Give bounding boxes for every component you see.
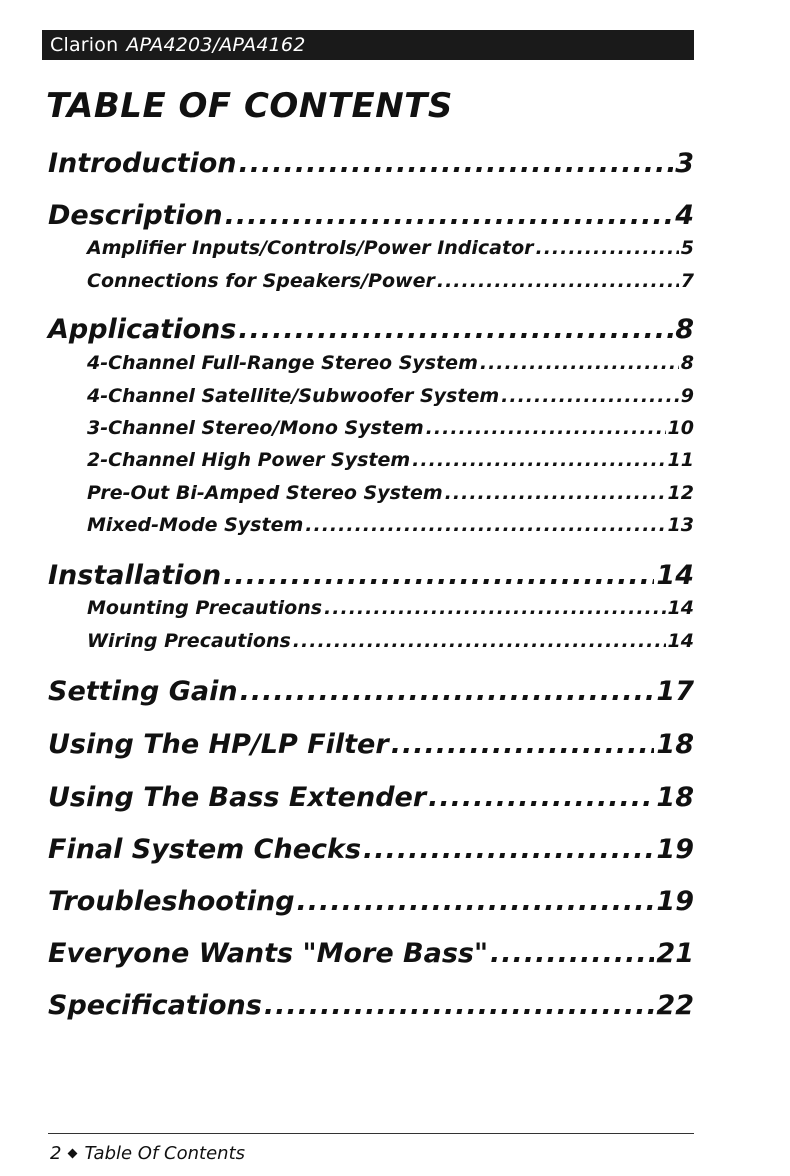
brand-name: Clarion bbox=[50, 34, 119, 56]
toc-page-number: 5 bbox=[680, 237, 694, 259]
dot-leader bbox=[238, 314, 673, 345]
dot-leader bbox=[536, 237, 679, 259]
toc-label: Connections for Speakers/Power bbox=[87, 270, 435, 292]
toc-page-number: 4 bbox=[675, 200, 694, 231]
dot-leader bbox=[293, 630, 666, 652]
dot-leader bbox=[437, 270, 679, 292]
dot-leader bbox=[480, 352, 679, 374]
toc-page-number: 7 bbox=[680, 270, 694, 292]
toc-label: Using The Bass Extender bbox=[48, 782, 427, 813]
toc-entry-specifications[interactable] bbox=[48, 990, 694, 1021]
diamond-icon bbox=[68, 1149, 78, 1159]
toc-entry-more-bass[interactable] bbox=[48, 938, 694, 969]
toc-page-number: 14 bbox=[667, 630, 694, 652]
toc-label: 4-Channel Satellite/Subwoofer System bbox=[87, 385, 500, 407]
dot-leader bbox=[297, 886, 655, 917]
toc-entry-2ch-high-power[interactable] bbox=[87, 449, 694, 471]
toc-label: 3-Channel Stereo/Mono System bbox=[87, 417, 424, 439]
toc-page-number: 17 bbox=[656, 676, 694, 707]
toc-entry-wiring-precautions[interactable] bbox=[87, 630, 694, 652]
dot-leader bbox=[240, 676, 655, 707]
toc-label: Installation bbox=[48, 560, 222, 591]
toc-label: Using The HP/LP Filter bbox=[48, 729, 389, 760]
toc-page-number: 14 bbox=[667, 597, 694, 619]
toc-page-number: 8 bbox=[680, 352, 694, 374]
toc-page-number: 14 bbox=[656, 560, 694, 591]
toc-entry-installation[interactable] bbox=[48, 560, 694, 591]
toc-page-number: 12 bbox=[667, 482, 694, 504]
toc-label: Specifications bbox=[48, 990, 262, 1021]
toc-page-number: 3 bbox=[675, 148, 694, 179]
toc-entry-hp-lp-filter[interactable] bbox=[48, 729, 694, 760]
toc-page-number: 13 bbox=[667, 514, 694, 536]
toc-entry-connections[interactable] bbox=[87, 270, 694, 292]
dot-leader bbox=[225, 200, 674, 231]
toc-label: Pre-Out Bi-Amped Stereo System bbox=[87, 482, 443, 504]
footer-section-title: Table Of Contents bbox=[84, 1143, 246, 1164]
toc-entry-amplifier-inputs[interactable] bbox=[87, 237, 694, 259]
footer-divider bbox=[48, 1133, 694, 1134]
toc-label: 4-Channel Full-Range Stereo System bbox=[87, 352, 478, 374]
toc-entry-4ch-satellite[interactable] bbox=[87, 385, 694, 407]
toc-label: Introduction bbox=[48, 148, 237, 179]
toc-page-number: 11 bbox=[667, 449, 694, 471]
toc-entry-troubleshooting[interactable] bbox=[48, 886, 694, 917]
toc-page-number: 9 bbox=[680, 385, 694, 407]
dot-leader bbox=[501, 385, 679, 407]
toc-page-number: 22 bbox=[656, 990, 694, 1021]
toc-entry-applications[interactable] bbox=[48, 314, 694, 345]
toc-entry-setting-gain[interactable] bbox=[48, 676, 694, 707]
dot-leader bbox=[363, 834, 654, 865]
dot-leader bbox=[426, 417, 666, 439]
toc-page-number: 10 bbox=[667, 417, 694, 439]
dot-leader bbox=[239, 148, 674, 179]
toc-page-number: 21 bbox=[656, 938, 694, 969]
toc-entry-mixed-mode[interactable] bbox=[87, 514, 694, 536]
dot-leader bbox=[264, 990, 655, 1021]
toc-label: Description bbox=[48, 200, 223, 231]
dot-leader bbox=[412, 449, 665, 471]
dot-leader bbox=[445, 482, 666, 504]
toc-entry-mounting-precautions[interactable] bbox=[87, 597, 694, 619]
header-bar bbox=[42, 30, 694, 60]
toc-label: Mounting Precautions bbox=[87, 597, 323, 619]
dot-leader bbox=[391, 729, 655, 760]
toc-label: Final System Checks bbox=[48, 834, 362, 865]
toc-page-number: 18 bbox=[656, 782, 694, 813]
toc-entry-pre-out-bi-amped[interactable] bbox=[87, 482, 694, 504]
toc-label: Applications bbox=[48, 314, 237, 345]
toc-page-number: 19 bbox=[656, 886, 694, 917]
toc-entry-3ch-stereo-mono[interactable] bbox=[87, 417, 694, 439]
page-title: TABLE OF CONTENTS bbox=[46, 86, 453, 126]
dot-leader bbox=[324, 597, 666, 619]
footer-page-number: 2 bbox=[50, 1143, 62, 1164]
toc-entry-final-system-checks[interactable] bbox=[48, 834, 694, 865]
dot-leader bbox=[428, 782, 654, 813]
toc-label: Amplifier Inputs/Controls/Power Indicator bbox=[87, 237, 534, 259]
model-number: APA4203/APA4162 bbox=[126, 34, 306, 56]
toc-page-number: 19 bbox=[656, 834, 694, 865]
toc-entry-bass-extender[interactable] bbox=[48, 782, 694, 813]
toc-page-number: 8 bbox=[675, 314, 694, 345]
toc-label: 2-Channel High Power System bbox=[87, 449, 411, 471]
page-footer bbox=[50, 1143, 245, 1164]
toc-entry-4ch-full-range[interactable] bbox=[87, 352, 694, 374]
dot-leader bbox=[223, 560, 654, 591]
toc-entry-description[interactable] bbox=[48, 200, 694, 231]
toc-label: Wiring Precautions bbox=[87, 630, 291, 652]
dot-leader bbox=[305, 514, 665, 536]
toc-label: Everyone Wants "More Bass" bbox=[48, 938, 489, 969]
toc-page-number: 18 bbox=[656, 729, 694, 760]
dot-leader bbox=[490, 938, 654, 969]
toc-label: Troubleshooting bbox=[48, 886, 295, 917]
toc-label: Mixed-Mode System bbox=[87, 514, 304, 536]
toc-entry-introduction[interactable] bbox=[48, 148, 694, 179]
toc-label: Setting Gain bbox=[48, 676, 238, 707]
